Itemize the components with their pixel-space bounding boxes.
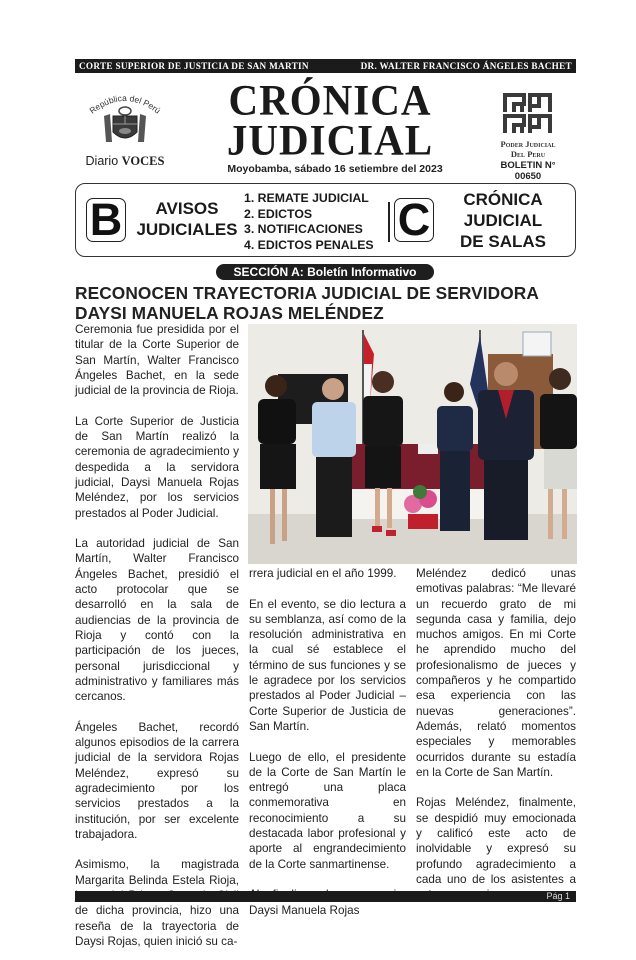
article-headline: RECONOCEN TRAYECTORIA JUDICIAL DE SERVIDORA DAYSI MANUELA ROJAS MELÉNDEZ xyxy=(75,283,539,323)
section-b-item: 2. EDICTOS xyxy=(244,206,313,221)
paragraph: Ceremonia fue presidida por el titular de la Corte Superior de San Martín, Walter Francisco Ángeles Bachet, en la sede judicial de la provincia de Rioja. xyxy=(75,323,239,398)
group-photo-image xyxy=(248,324,577,564)
paragraph: Meléndez dedicó unas emotivas palabras: “Me llevaré un recuerdo grato de mi segunda casa y familia, dejo muchos amigos. En mi Corte he aprendido mucho del profesionalismo de jueces y compañeros y he compartido esa experiencia con las nuevas generaciones”. Además, relató momentos especiales y memorables ocurridos durante su estadía en la Corte de San Martín. xyxy=(416,567,576,779)
sections-index-box xyxy=(75,183,576,257)
paragraph: Luego de ello, el presidente de la Corte de San Martín le entregó una placa conmemorativa en reconocimiento a su destacada labor profesional y aporte al engrandecimiento de la Corte sanmartinense. xyxy=(249,750,406,871)
section-label: SECCIÓN A: Boletín Informativo xyxy=(216,264,434,280)
section-b-items xyxy=(244,191,374,253)
boletin-number: BOLETIN N° 00650 xyxy=(500,160,556,182)
section-c-title: CRÓNICA JUDICIAL DE SALAS xyxy=(460,190,546,251)
paragraph: La autoridad judicial de San Martín, Walter Francisco Ángeles Bachet, presidió el acto protocolar que se desarrolló en la sala de audiencias de la provincia de Rioja y contó con la participación de los jueces, personal jurisdiccional y administrativo y familiares más cercanos. xyxy=(75,537,239,704)
section-b-item: 4. EDICTOS PENALES xyxy=(244,237,374,252)
section-divider xyxy=(388,202,390,242)
masthead-title xyxy=(215,75,445,165)
peru-coat-of-arms-icon xyxy=(102,106,148,146)
president-name: DR. WALTER FRANCISCO ÁNGELES BACHET xyxy=(360,61,572,71)
paragraph: rrera judicial en el año 1999. xyxy=(249,567,397,580)
article-photo xyxy=(248,324,577,564)
paragraph: Daysi Manuela Rojas xyxy=(249,903,360,917)
paragraph: La Corte Superior de Justicia de San Martín realizó la ceremonia de agradecimiento y despedida a la servidora judicial, Daysi Manuela Rojas Meléndez, por los servicios prestados al Poder Judicial. xyxy=(75,414,239,520)
paragraph: Asimismo, la magistrada Margarita Belinda Estela Rioja, de dicha provincia, hizo una reseña de la trayectoria de Daysi Rojas, quien inició su ca- xyxy=(75,858,239,948)
top-banner xyxy=(75,59,576,73)
poder-judicial-logo xyxy=(488,92,568,182)
dateline: Moyobamba, sábado 16 setiembre del 2023 xyxy=(227,163,443,175)
section-c-letter-badge: C xyxy=(394,198,434,242)
paragraph: En el evento, se dio lectura a su semblanza, así como de la resolución administrativa en la cual sé establece el término de sus funciones y se le agradece por los servicios prestados al Poder Judicial – Corte Superior de Justicia de San Martín. xyxy=(249,597,406,733)
page-footer xyxy=(75,891,576,902)
diario-voces-logo xyxy=(80,88,170,176)
page-number: Pág 1 xyxy=(546,891,570,901)
section-b-item: 1. REMATE JUDICIAL xyxy=(244,191,369,205)
section-b-letter-badge: B xyxy=(86,198,126,242)
paragraph: Rojas Meléndez, finalmente, se despidió muy emocionada y calificó este acto de inolvidable y expresó su profundo agradecimiento a cada uno de los asistentes a xyxy=(416,796,576,886)
paragraph: Ángeles Bachet, recordó algunos episodios de la carrera judicial de la servidora Rojas Meléndez, expresó su agradecimiento por los servicios prestados a la institución, por ser excelente trabajadora. xyxy=(75,720,239,841)
masthead-line-1: CRÓNICA xyxy=(228,75,432,125)
poder-judicial-logo-icon xyxy=(502,92,554,136)
svg-text:República del Perú: República del Perú xyxy=(87,92,163,116)
article-column-2 xyxy=(249,566,406,918)
masthead-line-2: JUDICIAL xyxy=(226,115,434,165)
diario-voces-name: Diario VOCES xyxy=(85,154,165,168)
section-b-title: AVISOS JUDICIALES xyxy=(136,199,238,239)
poder-judicial-name: Poder Judicial Del Peru xyxy=(500,139,556,159)
article-column-3 xyxy=(416,566,576,903)
section-b-item: 3. NOTIFICACIONES xyxy=(244,222,363,236)
article-column-1 xyxy=(75,322,239,949)
court-name: CORTE SUPERIOR DE JUSTICIA DE SAN MARTIN xyxy=(79,61,309,71)
